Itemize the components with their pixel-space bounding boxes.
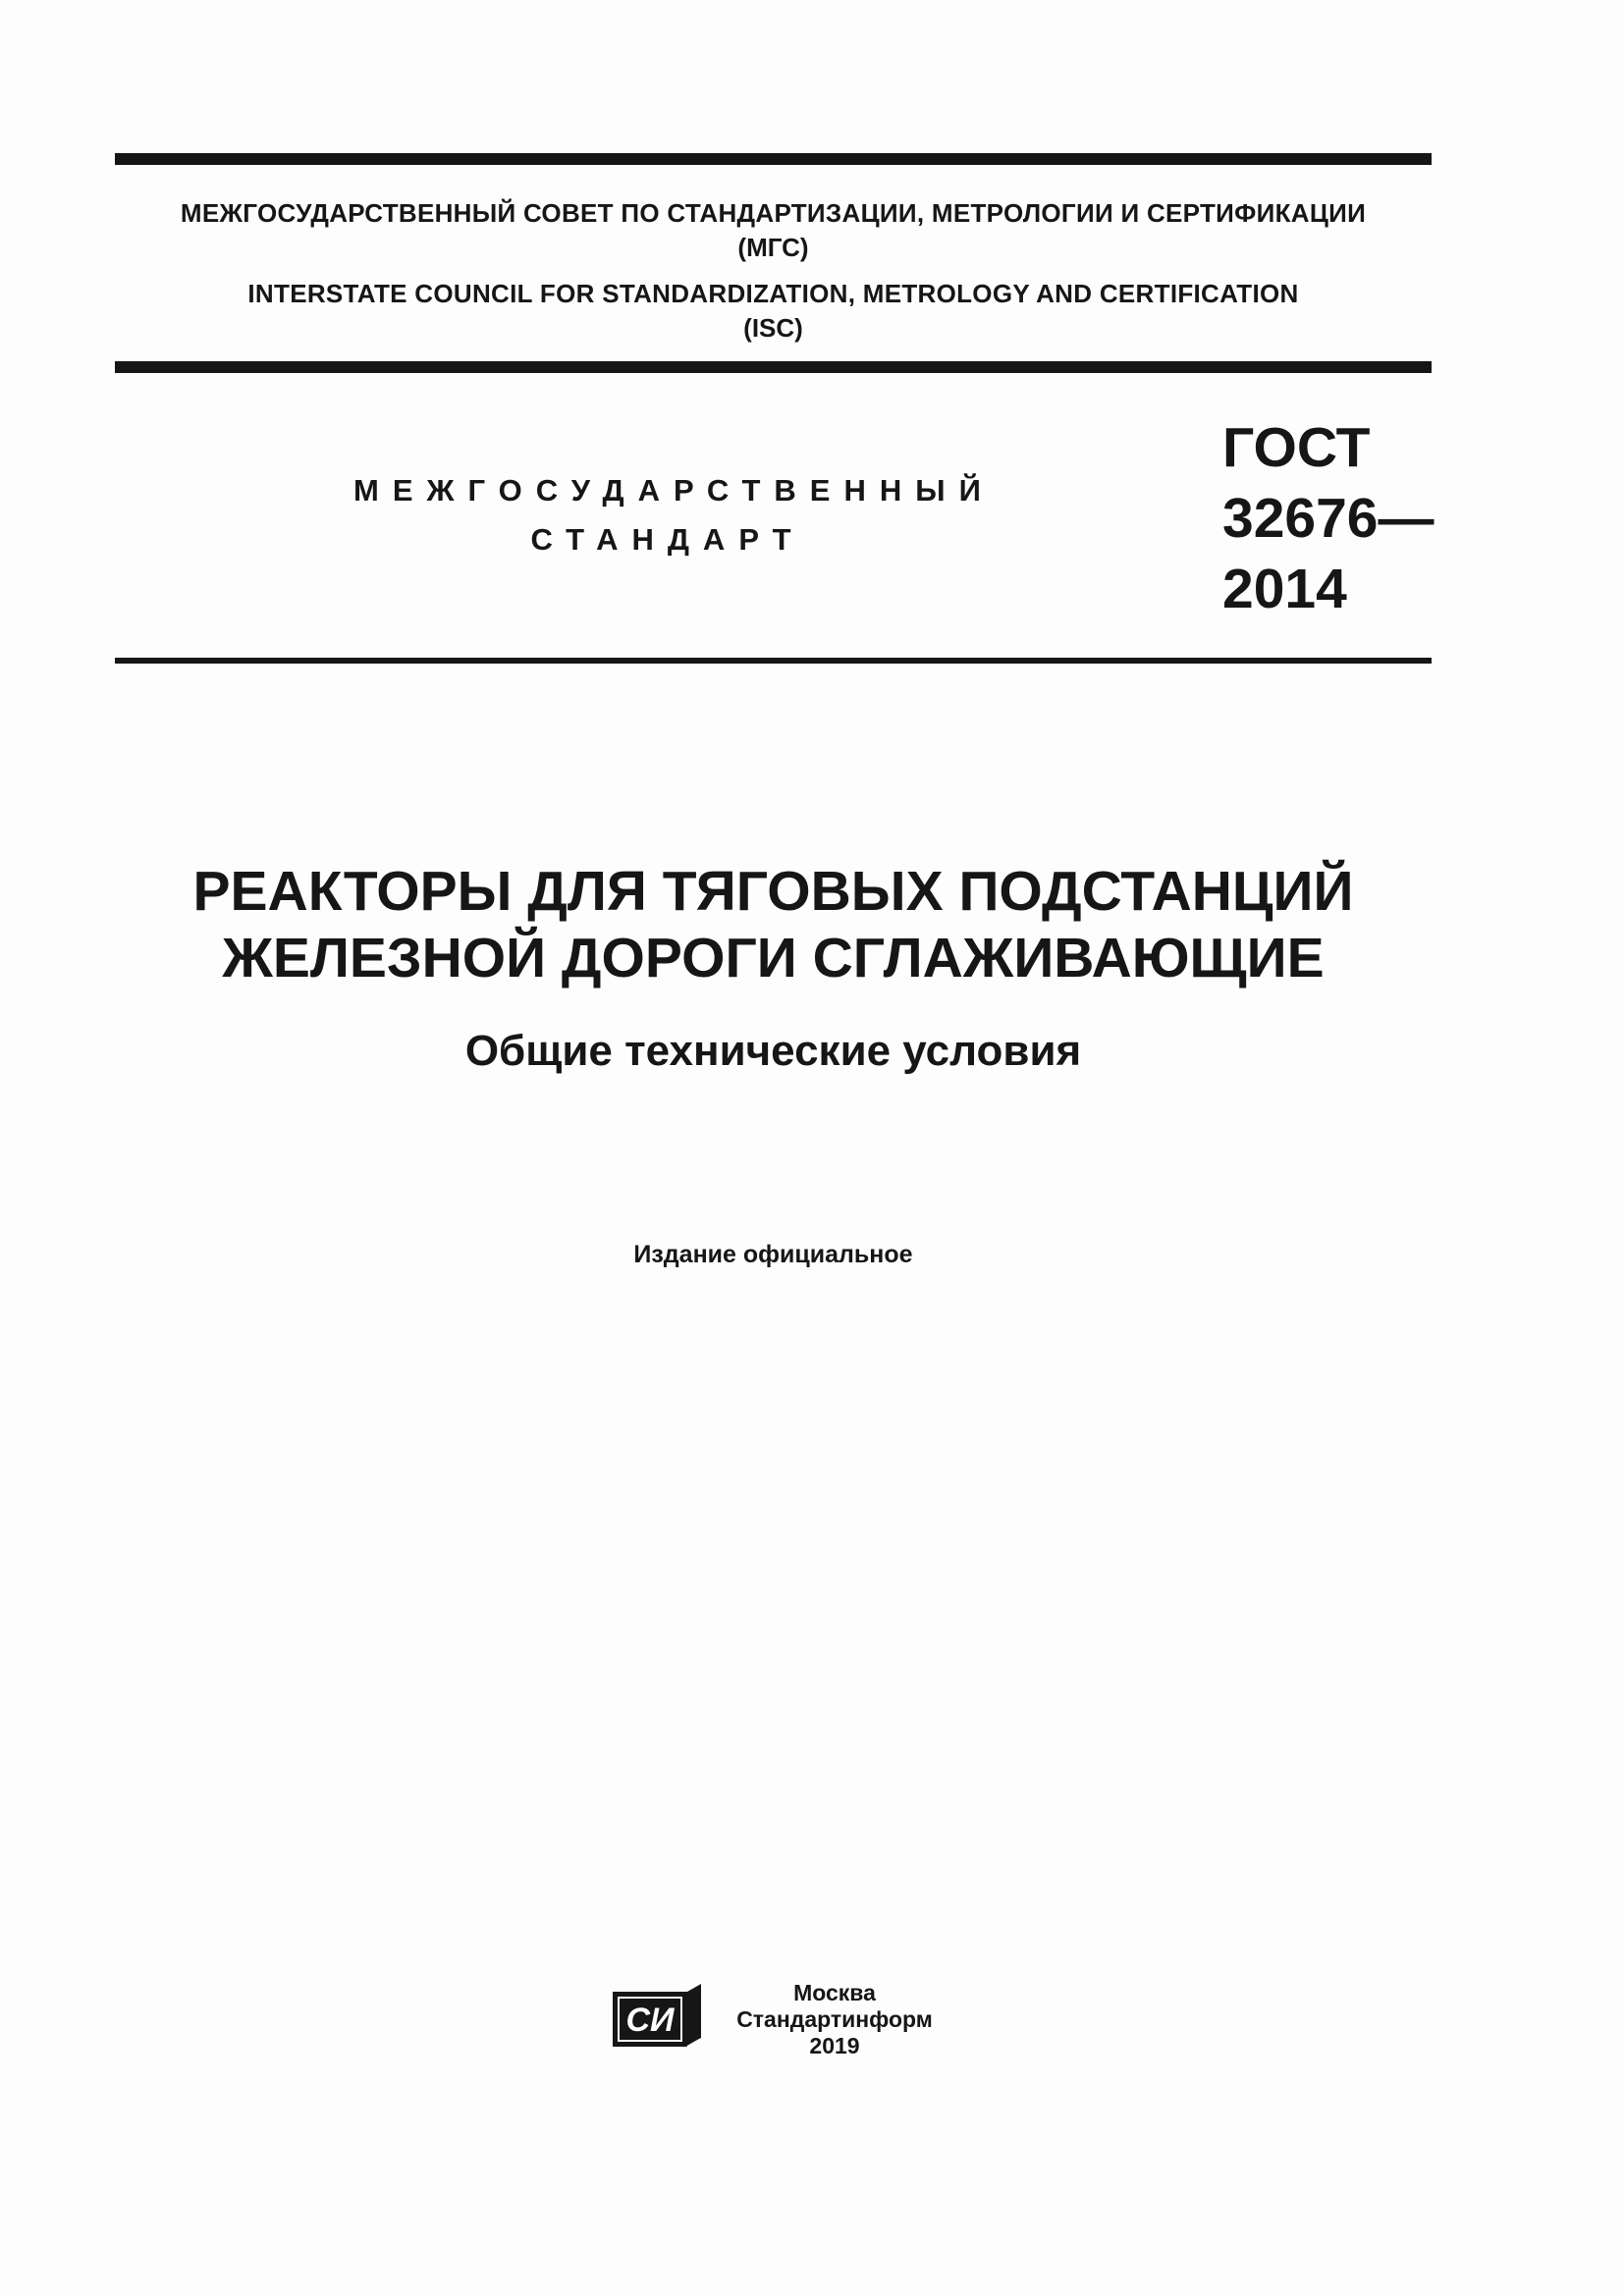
designation-bottom-rule [115,658,1432,664]
imprint-year: 2019 [809,2033,860,2058]
gost-code-prefix: ГОСТ [1222,416,1371,479]
logo-text: СИ [625,2002,675,2039]
standartinform-logo-icon [611,1984,703,2055]
edition-label: Издание официальное [633,1241,913,1268]
document-title-line2: ЖЕЛЕЗНОЙ ДОРОГИ СГЛАЖИВАЮЩИЕ [222,927,1325,989]
document-subtitle: Общие технические условия [464,1027,1082,1075]
council-name-ru: МЕЖГОСУДАРСТВЕННЫЙ СОВЕТ ПО СТАНДАРТИЗАЦИИ, МЕТРОЛОГИИ И СЕРТИФИКАЦИИ [180,198,1367,228]
council-name-en: INTERSTATE COUNCIL FOR STANDARDIZATION, METROLOGY AND CERTIFICATION [247,279,1299,308]
standard-type-line1: МЕЖГОСУДАРСТВЕННЫЙ [353,473,995,507]
imprint-city: Москва [793,1980,876,2005]
gost-code-year: 2014 [1222,558,1347,620]
top-rule [115,153,1432,165]
document-title-line1: РЕАКТОРЫ ДЛЯ ТЯГОВЫХ ПОДСТАНЦИЙ [192,860,1354,923]
council-abbr-en: (ISC) [743,313,803,343]
gost-code-number: 32676— [1222,487,1435,550]
imprint-publisher: Стандартинформ [736,2006,933,2032]
council-abbr-ru: (МГС) [737,233,809,262]
header-bottom-rule [115,361,1432,373]
gost-code [1222,412,1435,624]
standard-type-line2: СТАНДАРТ [530,522,805,557]
